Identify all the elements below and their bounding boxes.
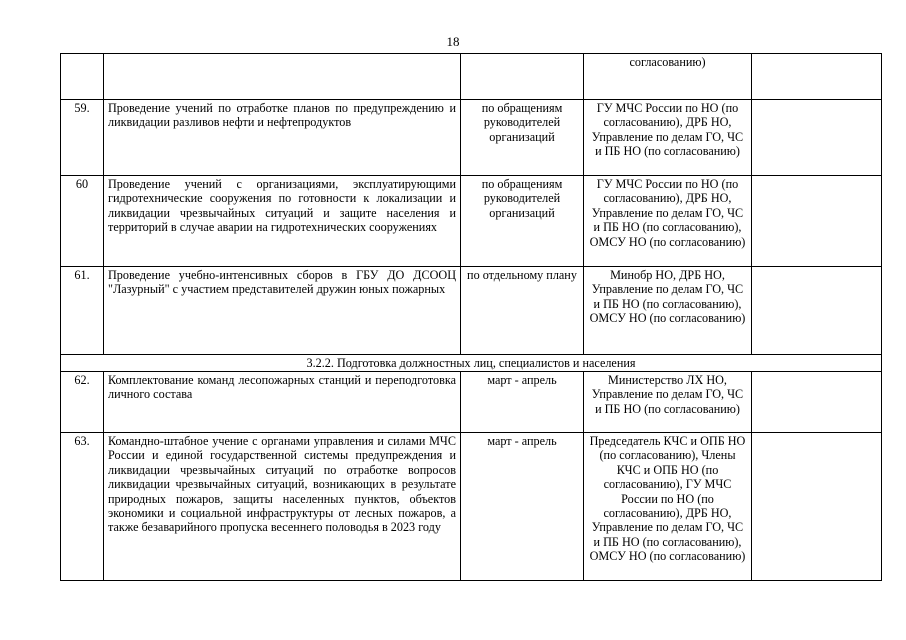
event-responsible: Министерство ЛХ НО, Управление по делам ГО, ЧС и ПБ НО (по согласованию)	[584, 372, 752, 433]
events-table	[60, 53, 882, 581]
table-row	[61, 54, 882, 100]
event-term: март - апрель	[461, 433, 584, 581]
table-row	[61, 433, 882, 581]
event-responsible: ГУ МЧС России по НО (по согласованию), ДРБ НО, Управление по делам ГО, ЧС и ПБ НО (по согласованию), ОМСУ НО (по согласованию)	[584, 176, 752, 267]
event-description: Комплектование команд лесопожарных станций и переподготовка личного состава	[104, 372, 461, 433]
event-mark	[752, 54, 882, 100]
event-description: Проведение учений с организациями, эксплуатирующими гидротехнические сооружения по готовности к локализации и ликвидации чрезвычайных ситуаций и защите населения и территорий в случае аварии на гидротехнических сооружениях	[104, 176, 461, 267]
event-description: Проведение учений по отработке планов по предупреждению и ликвидации разливов нефти и нефтепродуктов	[104, 100, 461, 176]
row-number	[61, 54, 104, 100]
table-row	[61, 176, 882, 267]
event-mark	[752, 176, 882, 267]
event-term: по отдельному плану	[461, 267, 584, 355]
event-responsible: Председатель КЧС и ОПБ НО (по согласованию), Члены КЧС и ОПБ НО (по согласованию), ГУ МЧС России по НО (по согласованию), ДРБ НО, Управление по делам ГО, ЧС и ПБ НО (по согласованию), ОМСУ НО (по согласованию)	[584, 433, 752, 581]
event-responsible: Минобр НО, ДРБ НО, Управление по делам ГО, ЧС и ПБ НО (по согласованию), ОМСУ НО (по согласованию)	[584, 267, 752, 355]
event-responsible: согласованию)	[584, 54, 752, 100]
event-description: Проведение учебно-интенсивных сборов в ГБУ ДО ДСООЦ "Лазурный" с участием представителей дружин юных пожарных	[104, 267, 461, 355]
event-mark	[752, 433, 882, 581]
page-number: 18	[446, 34, 460, 49]
event-responsible: ГУ МЧС России по НО (по согласованию), ДРБ НО, Управление по делам ГО, ЧС и ПБ НО (по согласованию)	[584, 100, 752, 176]
table-row	[61, 267, 882, 355]
event-description	[104, 54, 461, 100]
event-description: Командно-штабное учение с органами управления и силами МЧС России и единой государственной системы предупреждения и ликвидации чрезвычайных ситуаций по отработке вопросов ликвидации чрезвычайных ситуаций, возникающих в результате природных пожаров, защиты населенных пунктов, объектов экономики и социальной инфраструктуры от лесных пожаров, а также безаварийного пропуска весеннего половодья в 2023 году	[104, 433, 461, 581]
section-title: 3.2.2. Подготовка должностных лиц, специалистов и населения	[61, 355, 882, 372]
table-row	[61, 372, 882, 433]
event-term	[461, 54, 584, 100]
row-number: 62.	[61, 372, 104, 433]
row-number: 59.	[61, 100, 104, 176]
event-term: по обращениям руководителей организаций	[461, 100, 584, 176]
event-mark	[752, 267, 882, 355]
row-number: 61.	[61, 267, 104, 355]
row-number: 63.	[61, 433, 104, 581]
event-mark	[752, 372, 882, 433]
event-term: по обращениям руководителей организаций	[461, 176, 584, 267]
event-mark	[752, 100, 882, 176]
section-header-row	[61, 355, 882, 372]
row-number: 60	[61, 176, 104, 267]
event-term: март - апрель	[461, 372, 584, 433]
table-row	[61, 100, 882, 176]
